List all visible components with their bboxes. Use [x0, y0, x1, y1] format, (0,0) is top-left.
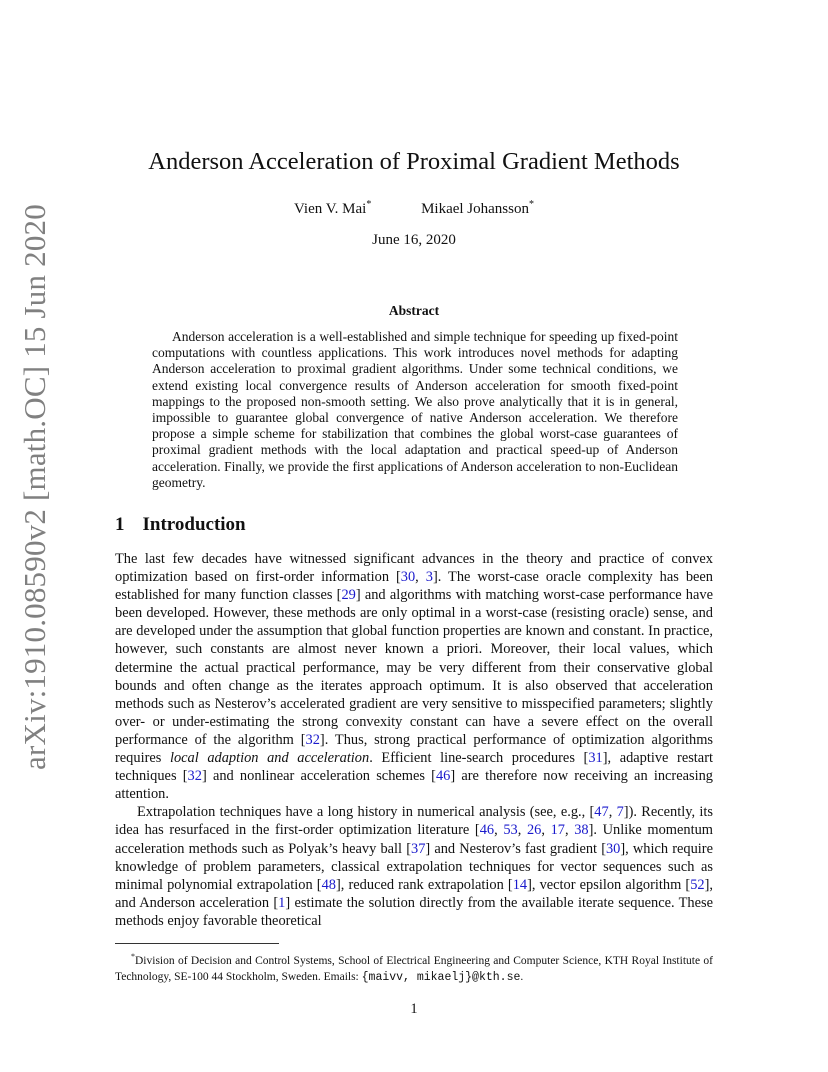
citation-link[interactable]: 46 [479, 822, 495, 839]
footnote-divider [115, 943, 279, 944]
author-list [0, 199, 828, 218]
author: Vien V. Mai* [294, 199, 372, 217]
citation-link[interactable]: 31 [588, 750, 603, 767]
citation-link[interactable]: 17 [550, 822, 565, 839]
abstract-heading: Abstract [388, 303, 440, 318]
section-heading [115, 514, 246, 536]
citation-link[interactable]: 1 [278, 894, 286, 911]
citation-link[interactable]: 30 [605, 840, 621, 857]
citation-link[interactable]: 47 [594, 804, 609, 821]
citation-link[interactable]: 29 [341, 587, 356, 604]
footnote: *Division of Decision and Control Systems, School of Electrical Engineering and Computer Science, KTH Royal Institute of Technology, SE-100 44 Stockholm, Sweden. Emails: {maivv, mikaelj}@kth.se. [115, 952, 713, 984]
citation-link[interactable]: 32 [187, 768, 202, 785]
abstract-text: Anderson acceleration is a well-established and simple technique for speeding up fixed-point computations with countless applications. This work introduces novel methods for adapting Anderson acceleration to proximal gradient algorithms. Under some technical conditions, we extend existing local convergence results of Anderson acceleration for smooth fixed-point mappings to the proposed non-smooth setting. We also prove analytically that it is in general, impossible to guarantee global convergence of native Anderson acceleration. We therefore propose a simple scheme for stabilization that combines the global worst-case guarantees of proximal gradient methods with the local adaptation and practical speed-up of Anderson acceleration. Finally, we provide the first applications of Anderson acceleration to non-Euclidean geometry. [152, 329, 678, 490]
citation-link[interactable]: 38 [574, 822, 589, 839]
page-number: 1 [410, 1001, 418, 1017]
section-title: Introduction [142, 514, 246, 535]
paper-title: Anderson Acceleration of Proximal Gradient Methods [148, 148, 680, 175]
citation-link[interactable]: 52 [690, 876, 705, 893]
citation-link[interactable]: 37 [411, 840, 426, 857]
body-text [115, 550, 713, 930]
email-addresses: {maivv, mikaelj}@kth.se [361, 970, 521, 984]
citation-link[interactable]: 53 [503, 822, 518, 839]
citation-link[interactable]: 3 [425, 569, 433, 586]
citation-link[interactable]: 30 [400, 569, 416, 586]
arxiv-identifier-stamp: arXiv:1910.08590v2 [math.OC] 15 Jun 2020 [17, 204, 52, 770]
emphasis: local adaption and acceleration [169, 750, 370, 767]
citation-link[interactable]: 48 [321, 876, 336, 893]
paragraph: Extrapolation techniques have a long history in numerical analysis (see, e.g., [47, 7]). Recently, its idea has resurfaced in the first-order optimization literature [46, 53, 26, 17, 38]. Unlike momentum acceleration methods such as Polyak’s heavy ball [37] and Nesterov’s fast gradient [30], which require knowledge of problem parameters, classical extrapolation techniques for vector sequences such as minimal polynomial extrapolation [48], reduced rank extrapolation [14], vector epsilon algorithm [52], and Anderson acceleration [1] estimate the solution directly from the available iterate sequence. These methods enjoy favorable theoretical [115, 804, 713, 929]
paper-date: June 16, 2020 [372, 232, 456, 248]
citation-link[interactable]: 26 [526, 822, 542, 839]
section-number: 1 [115, 514, 125, 535]
citation-link[interactable]: 14 [512, 876, 528, 893]
citation-link[interactable]: 7 [616, 804, 624, 821]
paragraph: The last few decades have witnessed significant advances in the theory and practice of convex optimization based on first-order information [30, 3]. The worst-case oracle complexity has been established for many function classes [29] and algorithms with matching worst-case performance have been developed. However, these methods are only optimal in a worst-case (resisting oracle) sense, and are developed under the assumption that global function properties are known and constant. In practice, however, such constants are almost never known a priori. Moreover, their local values, which determine the actual practical performance, may be very different from their conservative global bounds and often change as the iterates approach optimum. It is also observed that acceleration methods such as Nesterov’s accelerated gradient are very sensitive to misspecified parameters; slightly over- or under-estimating the strong convexity constant can have a severe effect on the overall performance of the algorithm [32]. Thus, strong practical performance of optimization algorithms requires local adaption and acceleration. Efficient line-search procedures [31], adaptive restart techniques [32] and nonlinear acceleration schemes [46] are therefore now receiving an increasing attention. [115, 551, 714, 803]
citation-link[interactable]: 46 [435, 768, 451, 785]
citation-link[interactable]: 32 [305, 731, 320, 748]
author: Mikael Johansson* [421, 199, 534, 217]
